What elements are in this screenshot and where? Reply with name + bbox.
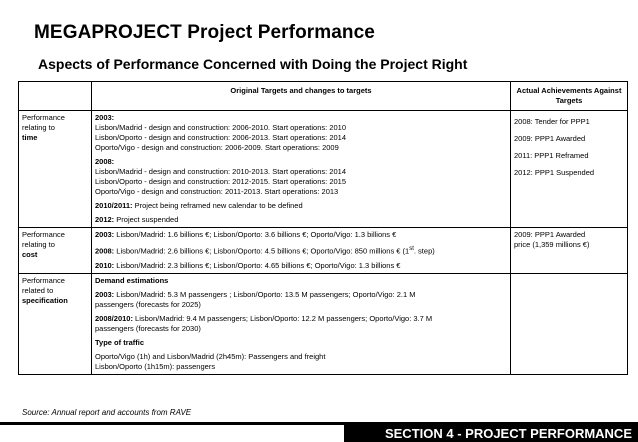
- table-header-row: [19, 82, 628, 111]
- achievement-line: 2008: Tender for PPP1: [514, 117, 590, 126]
- achievements-cell-specification: [511, 273, 628, 374]
- achievement-line: 2012: PPP1 Suspended: [514, 168, 595, 177]
- target-line: Lisbon/Madrid - design and construction: 2010-2013. Start operations: 2014: [95, 167, 346, 176]
- source-note: Source: Annual report and accounts from RAVE: [22, 408, 192, 417]
- targets-cell-specification: [92, 273, 511, 374]
- aspect-prefix: Performance relating to: [22, 230, 65, 249]
- aspect-key: time: [22, 133, 38, 142]
- header-achievements: Actual Achievements Against Targets: [511, 82, 628, 111]
- target-line: Lisbon/Madrid: 5.3 M passengers ; Lisbon/Oporto: 13.5 M passengers; Oporto/Vigo: 2.1 M: [114, 289, 416, 299]
- target-line: Lisbon/Oporto - design and construction: 2012-2015. Start operations: 2015: [95, 177, 346, 186]
- section-label: SECTION 4 - PROJECT PERFORMANCE: [344, 425, 638, 442]
- target-line: Lisbon/Madrid: 2.6 billions €; Lisbon/Oporto: 4.5 billions €; Oporto/Vigo: 850 millions € (1: [114, 246, 410, 256]
- target-line: passengers (forecasts for 2030): [95, 323, 201, 333]
- aspect-key: specification: [22, 295, 68, 305]
- superscript: st: [409, 246, 414, 252]
- target-line: Project suspended: [114, 215, 179, 224]
- target-year-label: 2010:: [95, 260, 115, 270]
- target-year-label: 2003:: [95, 113, 115, 122]
- header-corner-cell: [19, 82, 92, 111]
- aspect-prefix: Performance related to: [22, 275, 65, 295]
- target-line: Lisbon/Madrid: 2.3 billions €; Lisbon/Oporto: 4.65 billions €; Oporto/Vigo: 1.3 billions €: [114, 260, 401, 270]
- table-row-time: [19, 111, 628, 228]
- table-row-specification: [19, 273, 628, 374]
- target-line: Oporto/Vigo - design and construction: 2006-2009. Start operations: 2009: [95, 143, 339, 152]
- target-year-label: 2008/2010:: [95, 313, 133, 323]
- page-title: MEGAPROJECT Project Performance: [34, 22, 375, 43]
- performance-table: [18, 81, 628, 375]
- achievements-cell-time: [511, 111, 628, 228]
- target-line: . step): [413, 246, 435, 256]
- aspect-cell-cost: [19, 228, 92, 274]
- target-line: Oporto/Vigo (1h) and Lisbon/Madrid (2h45m): Passengers and freight: [95, 351, 326, 361]
- aspect-prefix: Performance relating to: [22, 113, 65, 132]
- aspect-key: cost: [22, 250, 38, 259]
- target-year-label: 2003:: [95, 230, 115, 239]
- achievement-line: price (1,359 millions €): [514, 240, 590, 249]
- target-line: Lisbon/Madrid - design and construction: 2006-2010. Start operations: 2010: [95, 123, 346, 132]
- page-subtitle: Aspects of Performance Concerned with Doing the Project Right: [38, 56, 468, 72]
- table-row-cost: [19, 228, 628, 274]
- target-line: Project being reframed new calendar to be defined: [132, 201, 303, 210]
- aspect-cell-time: [19, 111, 92, 228]
- target-line: Lisbon/Oporto (1h15m): passengers: [95, 361, 216, 371]
- aspect-cell-specification: [19, 273, 92, 374]
- achievement-line: 2009: PPP1 Awarded: [514, 134, 586, 143]
- target-line: Lisbon/Madrid: 9.4 M passengers; Lisbon/Oporto: 12.2 M passengers; Oporto/Vigo: 3.7 M: [132, 313, 433, 323]
- target-line: passengers (forecasts for 2025): [95, 299, 201, 309]
- target-section-heading: Demand estimations: [95, 275, 169, 285]
- target-line: Lisbon/Madrid: 1.6 billions €; Lisbon/Oporto: 3.6 billions €; Oporto/Vigo: 1.3 billions €: [114, 230, 397, 239]
- targets-cell-cost: [92, 228, 511, 274]
- target-year-label: 2012:: [95, 215, 115, 224]
- achievement-line: 2011: PPP1 Reframed: [514, 151, 589, 160]
- targets-cell-time: [92, 111, 511, 228]
- achievement-line: 2009: PPP1 Awarded: [514, 230, 586, 239]
- target-line: Oporto/Vigo - design and construction: 2011-2013. Start operations: 2013: [95, 187, 339, 196]
- target-year-label: 2003:: [95, 289, 115, 299]
- target-section-heading: Type of traffic: [95, 337, 145, 347]
- target-year-label: 2008:: [95, 246, 115, 256]
- target-line: Lisbon/Oporto - design and construction: 2006-2013. Start operations: 2014: [95, 133, 346, 142]
- header-targets: Original Targets and changes to targets: [92, 82, 511, 111]
- achievements-cell-cost: [511, 228, 628, 274]
- target-year-label: 2010/2011:: [95, 201, 133, 210]
- target-year-label: 2008:: [95, 157, 115, 166]
